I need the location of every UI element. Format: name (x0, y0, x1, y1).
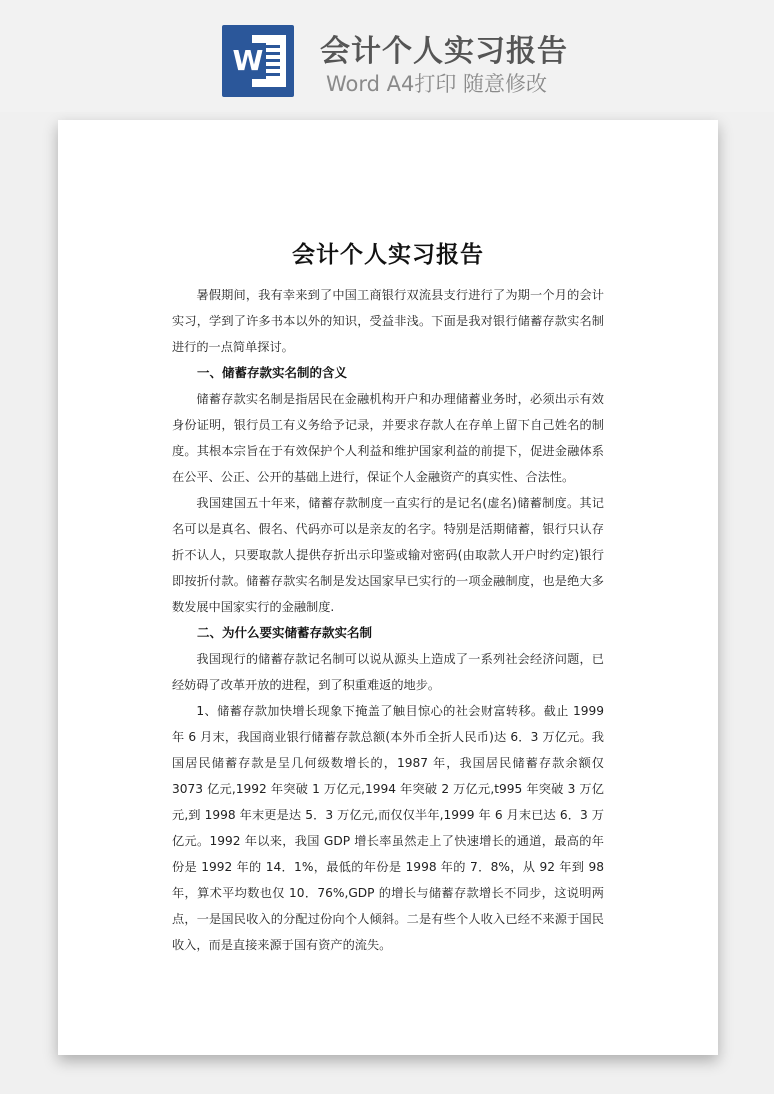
header-banner (0, 0, 774, 112)
paragraph: 1、储蓄存款加快增长现象下掩盖了触目惊心的社会财富转移。截止 1999 年 6 月末，我国商业银行储蓄存款总额(本外币全折人民币)达 6．3 万亿元。我国居民储蓄存款是呈几何级数增长的，1987 年，我国居民储蓄存款余额仅 3073 亿元,1992 年突破 1 万亿元,1994 年突破 2 万亿元,t995 年突破 3 万亿元,到 1998 年末更是达 5．3 万亿元,而仅仅半年,1999 年 6 月末已达 6．3 万亿元。1992 年以来，我国 GDP 增长率虽然走上了快速增长的通道，最高的年份是 1992 年的 14．1%，最低的年份是 1998 年的 7．8%，从 92 年到 98 年，算术平均数也仅 10．76%,GDP 的增长与储蓄存款增长不同步，这说明两点，一是国民收入的分配过份向个人倾斜。二是有些个人收入已经不来源于国民收入，而是直接来源于国有资产的流失。 (172, 704, 604, 952)
document-page (58, 120, 718, 1055)
banner-subtitle: Word A4打印 随意修改 (326, 72, 548, 96)
section-heading: 二、为什么要实储蓄存款实名制 (197, 625, 373, 640)
banner-title: 会计个人实习报告 (320, 34, 568, 69)
paragraph: 我国建国五十年来，储蓄存款制度一直实行的是记名(虚名)储蓄制度。其记名可以是真名、假名、代码亦可以是亲友的名字。特别是活期储蓄，银行只认存折不认人，只要取款人提供存折出示印鉴或输对密码(由取款人开户时约定)银行即按折付款。储蓄存款实名制是发达国家早已实行的一项金融制度，也是绝大多数发展中国家实行的金融制度. (172, 496, 604, 614)
paragraph: 储蓄存款实名制是指居民在金融机构开户和办理储蓄业务时，必须出示有效身份证明，银行员工有义务给予记录，并要求存款人在存单上留下自己姓名的制度。其根本宗旨在于有效保护个人利益和维护国家利益的前提下，促进金融体系在公平、公正、公开的基础上进行，保证个人金融资产的真实性、合法性。 (172, 392, 604, 484)
paragraph: 我国现行的储蓄存款记名制可以说从源头上造成了一系列社会经济问题，已经妨碍了改革开放的进程，到了积重难返的地步。 (172, 652, 604, 692)
document-body (172, 282, 604, 958)
word-icon-letter: W (230, 43, 266, 79)
section-heading: 一、储蓄存款实名制的含义 (197, 365, 348, 380)
word-document-icon (222, 25, 294, 97)
document-title: 会计个人实习报告 (292, 242, 484, 268)
paragraph: 暑假期间，我有幸来到了中国工商银行双流县支行进行了为期一个月的会计实习，学到了许多书本以外的知识，受益非浅。下面是我对银行储蓄存款实名制进行的一点简单探讨。 (172, 288, 604, 354)
